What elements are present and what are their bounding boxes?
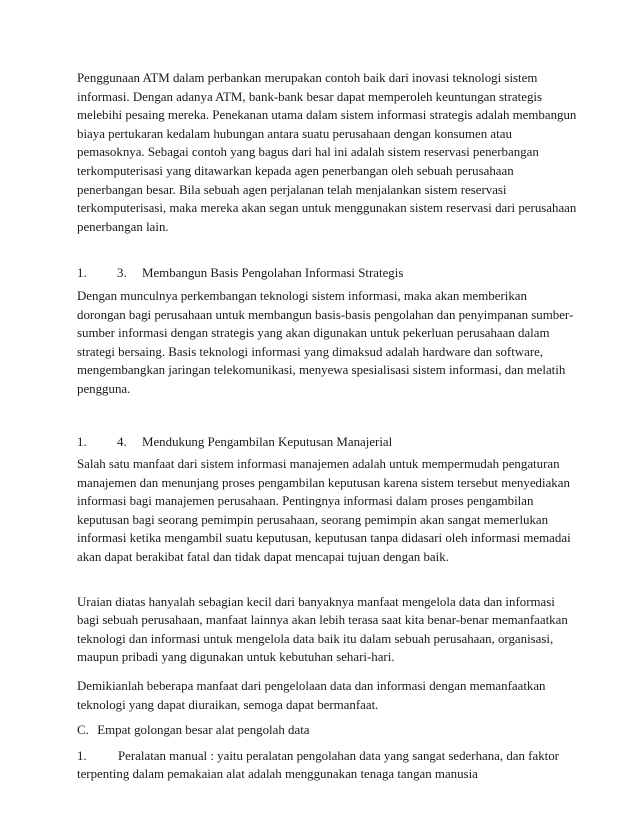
list-item [77, 747, 578, 784]
closing-paragraph: Demikianlah beberapa manfaat dari pengelolaan data dan informasi dengan memanfaatkan teknologi yang dapat diuraikan, semoga dapat bermanfaat. [77, 679, 546, 712]
heading-title: Mendukung Pengambilan Keputusan Manajerial [142, 434, 393, 449]
heading-title: Membangun Basis Pengolahan Informasi Strategis [142, 266, 404, 281]
section-c-title: Empat golongan besar alat pengolah data [97, 723, 310, 738]
heading-outer-number: 1. [77, 434, 87, 449]
heading-inner-number: 3. [117, 266, 127, 281]
list-item-number: 1. [77, 748, 87, 763]
section-3-body: Dengan munculnya perkembangan teknologi sistem informasi, maka akan memberikan dorongan bagi perusahaan untuk membangun basis-basis pengolahan dan penyimpanan sumber-sumber informasi dengan strategis yang akan digunakan untuk pekerluan perusahaan dalam strategi bersaing. Basis teknologi informasi yang dimaksud adalah hardware dan software, mengembangkan jaringan telekomunikasi, menyewa spesialisasi sistem informasi, dan melatih pengguna. [77, 288, 574, 396]
heading-inner-number: 4. [117, 434, 127, 449]
section-heading-4 [77, 433, 578, 452]
list-item-text: Peralatan manual : yaitu peralatan pengolahan data yang sangat sederhana, dan faktor terpenting dalam pemakaian alat adalah menggunakan tenaga tangan manusia [77, 748, 559, 782]
heading-outer-number: 1. [77, 266, 87, 281]
section-c-letter: C. [77, 723, 89, 738]
intro-paragraph: Penggunaan ATM dalam perbankan merupakan contoh baik dari inovasi teknologi sistem informasi. Dengan adanya ATM, bank-bank besar dapat memperoleh keuntungan strategis melebihi pesaing mereka. Penekanan utama dalam sistem informasi strategis adalah membangun biaya pertukaran kedalam hubungan antara suatu perusahaan dengan konsumen atau pemasoknya. Sebagai contoh yang bagus dari hal ini adalah sistem reservasi penerbangan terkomputerisasi yang ditawarkan kepada agen penerbangan oleh sebuah perusahaan penerbangan besar. Bila sebuah agen perjalanan telah menjalankan sistem reservasi terkomputerisasi, maka mereka akan segan untuk menggunakan sistem reservasi dari perusahaan penerbangan lain. [77, 71, 577, 234]
section-4-body: Salah satu manfaat dari sistem informasi manajemen adalah untuk mempermudah pengaturan manajemen dan menunjang proses pengambilan keputusan karena sistem tersebut menyediakan informasi bagi manajemen perusahaan. Pentingnya informasi dalam proses pengambilan keputusan bagi seorang pemimpin perusahaan, seorang pemimpin akan sangat memerlukan informasi ketika mengambil suatu keputusan, keputusan tanpa didasari oleh informasi memadai akan dapat berakibat fatal dan tidak dapat mencapai tujuan dengan baik. [77, 457, 571, 565]
section-c-heading [77, 721, 578, 740]
section-heading-3 [77, 264, 578, 283]
summary-paragraph: Uraian diatas hanyalah sebagian kecil dari banyaknya manfaat mengelola data dan informasi bagi sebuah perusahaan, manfaat lainnya akan lebih terasa saat kita benar-benar memanfaatkan teknologi dan informasi untuk mengelola data baik itu dalam sebuah perusahaan, organisasi, maupun pribadi yang digunakan untuk kebutuhan sehari-hari. [77, 594, 568, 665]
